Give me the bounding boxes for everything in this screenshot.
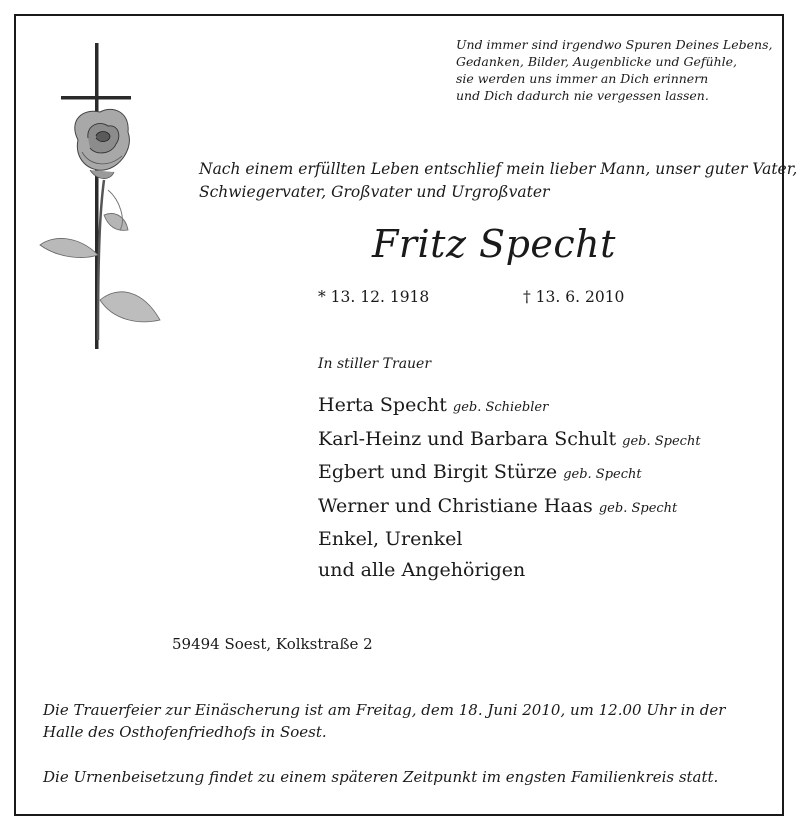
mourner-row — [318, 491, 701, 525]
poem-line: Und immer sind irgendwo Spuren Deines Lebens, — [456, 37, 773, 52]
mourner-name: Herta Specht — [318, 394, 447, 416]
urn-burial-notice: Die Urnenbeisetzung findet zu einem späteren Zeitpunkt im engsten Familienkreis statt. — [43, 768, 719, 786]
mourner-name: Karl-Heinz und Barbara Schult — [318, 427, 617, 450]
mourner-row — [318, 457, 701, 491]
mourner-row — [318, 424, 701, 458]
birth-date: * 13. 12. 1918 — [318, 288, 430, 306]
mourner-nee: geb. Specht — [598, 500, 678, 516]
mourner-row — [318, 390, 701, 424]
intro-line: Nach einem erfüllten Leben entschlief mein lieber Mann, unser guter Vater, — [199, 160, 798, 178]
mourner-nee: geb. Schiebler — [452, 400, 549, 415]
mourner-name: Werner und Christiane Haas — [318, 494, 593, 517]
mourner-row — [318, 524, 701, 555]
funeral-notice: Die Trauerfeier zur Einäscherung ist am Freitag, dem 18. Juni 2010, um 12.00 Uhr in der Halle des Osthofenfriedhofs in Soest. — [43, 701, 726, 741]
poem-line: sie werden uns immer an Dich erinnern — [456, 71, 709, 86]
family-address: 59494 Soest, Kolkstraße 2 — [172, 635, 373, 653]
memorial-poem — [456, 36, 772, 104]
mourner-nee: geb. Specht — [563, 467, 642, 482]
mourning-heading: In stiller Trauer — [318, 356, 432, 372]
mourner-nee: geb. Specht — [622, 433, 701, 449]
mourner-row — [318, 555, 701, 586]
mourner-name: Enkel, Urenkel — [318, 528, 463, 550]
deceased-name: Fritz Specht — [372, 222, 616, 266]
death-date: † 13. 6. 2010 — [523, 288, 625, 306]
intro-line: Schwiegervater, Großvater und Urgroßvater — [199, 183, 550, 201]
mourner-name: und alle Angehörigen — [318, 558, 526, 581]
mourners-list — [318, 390, 701, 585]
poem-line: Gedanken, Bilder, Augenblicke und Gefühle, — [456, 54, 738, 69]
intro-text — [199, 158, 797, 204]
poem-line: und Dich dadurch nie vergessen lassen. — [456, 88, 709, 103]
mourner-name: Egbert und Birgit Stürze — [318, 461, 558, 483]
cross-with-rose-icon — [38, 40, 163, 350]
